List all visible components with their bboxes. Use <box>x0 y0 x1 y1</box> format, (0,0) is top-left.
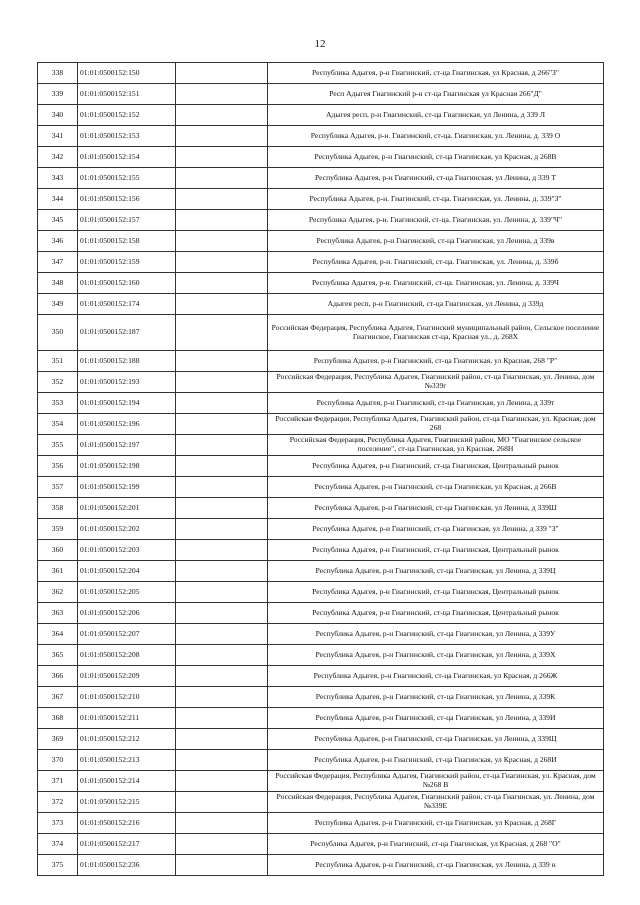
row-number: 347 <box>38 252 78 273</box>
table-row <box>38 294 604 315</box>
address: Российская Федерация, Республика Адыгея, Гиагинский район, ст-ца Гиагинская, ул. Красная, дом №268 В <box>268 771 604 792</box>
cadastral-number: 01:01:0500152:188 <box>78 351 176 372</box>
address: Республика Адыгея, р-н Гиагинский, ст-ца Гиагинская, ул Ленина, д 339Щ <box>268 729 604 750</box>
cadastral-number: 01:01:0500152:217 <box>78 834 176 855</box>
row-number: 354 <box>38 414 78 435</box>
address: Респ Адыгея Гиагинский р-н ст-ца Гиагинская ул Красная 266"Д" <box>268 84 604 105</box>
row-number: 351 <box>38 351 78 372</box>
row-number: 339 <box>38 84 78 105</box>
address: Республика Адыгея, р-н Гиагинский, ст-ца Гиагинская, Центральный рынок <box>268 540 604 561</box>
empty-cell <box>176 855 268 876</box>
cadastral-number: 01:01:0500152:174 <box>78 294 176 315</box>
row-number: 341 <box>38 126 78 147</box>
cadastral-number: 01:01:0500152:236 <box>78 855 176 876</box>
cadastral-number: 01:01:0500152:207 <box>78 624 176 645</box>
row-number: 368 <box>38 708 78 729</box>
table-row <box>38 498 604 519</box>
empty-cell <box>176 561 268 582</box>
empty-cell <box>176 273 268 294</box>
empty-cell <box>176 834 268 855</box>
cadastral-number: 01:01:0500152:210 <box>78 687 176 708</box>
row-number: 345 <box>38 210 78 231</box>
table-row <box>38 477 604 498</box>
empty-cell <box>176 105 268 126</box>
row-number: 344 <box>38 189 78 210</box>
cadastral-number: 01:01:0500152:212 <box>78 729 176 750</box>
empty-cell <box>176 771 268 792</box>
address: Республика Адыгея, р-н Гиагинский, ст-ца Гиагинская, ул Красная, д 266"З" <box>268 63 604 84</box>
row-number: 359 <box>38 519 78 540</box>
address: Республика Адыгея, р-н Гиагинский, ст-ца Гиагинская, ул Красная, д 268Г <box>268 813 604 834</box>
address: Российская Федерация, Республика Адыгея, Гиагинский муниципальный район, Сельское поселение Гиагинское, Гиагинская ст-ца, Красная ул., д. 268Х <box>268 315 604 351</box>
table-row <box>38 189 604 210</box>
address: Республика Адыгея, р-н Гиагинский, ст-ца Гиагинская, ул Красная, д 268И <box>268 750 604 771</box>
address: Республика Адыгея, р-н Гиагинский, ст-ца Гиагинская, ул Ленина, д 339И <box>268 708 604 729</box>
empty-cell <box>176 231 268 252</box>
empty-cell <box>176 540 268 561</box>
empty-cell <box>176 315 268 351</box>
page-number: 12 <box>314 38 326 50</box>
cadastral-number: 01:01:0500152:206 <box>78 603 176 624</box>
address: Республика Адыгея, р-н Гиагинский, ст-ца Гиагинская, ул Ленина, д 339в <box>268 231 604 252</box>
row-number: 373 <box>38 813 78 834</box>
address: Республика Адыгея, р-н Гиагинский, ст-ца Гиагинская, Центральный рынок <box>268 456 604 477</box>
cadastral-number: 01:01:0500152:158 <box>78 231 176 252</box>
address: Республика Адыгея, р-н Гиагинский, ст-ца Гиагинская, ул Ленина, д 339Ш <box>268 498 604 519</box>
cadastral-number: 01:01:0500152:155 <box>78 168 176 189</box>
address: Республика Адыгея, р-н. Гиагинский, ст-ца. Гиагинская, ул. Ленина, д. 339"Ч" <box>268 210 604 231</box>
empty-cell <box>176 792 268 813</box>
address: Российская Федерация, Республика Адыгея, Гиагинский район, ст-ца Гиагинская, ул. Ленина, дом №339г <box>268 372 604 393</box>
address: Республика Адыгея, р-н Гиагинский, ст-ца Гиагинская, ул Ленина, д 339 "З" <box>268 519 604 540</box>
empty-cell <box>176 708 268 729</box>
table-row <box>38 252 604 273</box>
empty-cell <box>176 84 268 105</box>
row-number: 357 <box>38 477 78 498</box>
cadastral-number: 01:01:0500152:160 <box>78 273 176 294</box>
address: Республика Адыгея, р-н Гиагинский, ст-ца Гиагинская, ул Ленина, д 339 н <box>268 855 604 876</box>
empty-cell <box>176 294 268 315</box>
table-row <box>38 687 604 708</box>
row-number: 352 <box>38 372 78 393</box>
table-row <box>38 834 604 855</box>
address: Республика Адыгея, р-н. Гиагинский, ст-ца. Гиагинская, ул. Ленина, д. 339"З" <box>268 189 604 210</box>
empty-cell <box>176 687 268 708</box>
row-number: 362 <box>38 582 78 603</box>
table-row <box>38 624 604 645</box>
row-number: 371 <box>38 771 78 792</box>
address: Республика Адыгея, р-н Гиагинский, ст-ца Гиагинская, ул Красная, 268 "Р" <box>268 351 604 372</box>
row-number: 342 <box>38 147 78 168</box>
empty-cell <box>176 393 268 414</box>
cadastral-number: 01:01:0500152:154 <box>78 147 176 168</box>
cadastral-number: 01:01:0500152:197 <box>78 435 176 456</box>
cadastral-number: 01:01:0500152:194 <box>78 393 176 414</box>
row-number: 374 <box>38 834 78 855</box>
address: Республика Адыгея, р-н Гиагинский, ст-ца Гиагинская, ул Ленина, д 339 Т <box>268 168 604 189</box>
empty-cell <box>176 624 268 645</box>
table-row <box>38 315 604 351</box>
address: Российская Федерация, Республика Адыгея, Гиагинский район, ст-ца Гиагинская, ул. Ленина, дом №339Е <box>268 792 604 813</box>
table-row <box>38 666 604 687</box>
row-number: 367 <box>38 687 78 708</box>
table-row <box>38 273 604 294</box>
cadastral-number: 01:01:0500152:199 <box>78 477 176 498</box>
cadastral-number: 01:01:0500152:193 <box>78 372 176 393</box>
address: Республика Адыгея, р-н Гиагинский, ст-ца Гиагинская, ул Красная, д 268 "О" <box>268 834 604 855</box>
table-row <box>38 855 604 876</box>
row-number: 372 <box>38 792 78 813</box>
row-number: 370 <box>38 750 78 771</box>
empty-cell <box>176 351 268 372</box>
table-row <box>38 372 604 393</box>
address: Республика Адыгея, р-н Гиагинский, ст-ца Гиагинская, ул Ленина, д 339У <box>268 624 604 645</box>
cadastral-number: 01:01:0500152:213 <box>78 750 176 771</box>
table-row <box>38 210 604 231</box>
address: Республика Адыгея, р-н Гиагинский, ст-ца Гиагинская, ул Ленина, д 339Ц <box>268 561 604 582</box>
empty-cell <box>176 210 268 231</box>
empty-cell <box>176 126 268 147</box>
table-row <box>38 63 604 84</box>
row-number: 375 <box>38 855 78 876</box>
row-number: 369 <box>38 729 78 750</box>
table-row <box>38 645 604 666</box>
row-number: 356 <box>38 456 78 477</box>
table-body <box>38 63 604 876</box>
empty-cell <box>176 252 268 273</box>
row-number: 366 <box>38 666 78 687</box>
table-row <box>38 540 604 561</box>
cadastral-number: 01:01:0500152:187 <box>78 315 176 351</box>
address: Российская Федерация, Республика Адыгея, Гиагинский район, МО "Гиагинское сельское поселение", ст-ца Гиагинская, ул Красная, 268Н <box>268 435 604 456</box>
table-row <box>38 105 604 126</box>
row-number: 365 <box>38 645 78 666</box>
table-row <box>38 231 604 252</box>
address: Российская Федерация, Республика Адыгея, Гиагинский район, ст-ца Гиагинская, ул. Красная, дом 268 <box>268 414 604 435</box>
cadastral-number: 01:01:0500152:214 <box>78 771 176 792</box>
address: Республика Адыгея, р-н Гиагинский, ст-ца Гиагинская, ул Красная, д 266Ж <box>268 666 604 687</box>
table-row <box>38 456 604 477</box>
cadastral-number: 01:01:0500152:196 <box>78 414 176 435</box>
cadastral-number: 01:01:0500152:215 <box>78 792 176 813</box>
cadastral-number: 01:01:0500152:151 <box>78 84 176 105</box>
table-row <box>38 147 604 168</box>
empty-cell <box>176 456 268 477</box>
empty-cell <box>176 435 268 456</box>
row-number: 343 <box>38 168 78 189</box>
table-row <box>38 792 604 813</box>
cadastral-number: 01:01:0500152:209 <box>78 666 176 687</box>
cadastral-number: 01:01:0500152:152 <box>78 105 176 126</box>
address: Адыгея респ, р-н Гиагинский, ст-ца Гиагинская, ул Ленина, д 339д <box>268 294 604 315</box>
row-number: 361 <box>38 561 78 582</box>
address: Республика Адыгея, р-н. Гиагинский, ст-ца. Гиагинская, ул. Ленина, д. 339Ч <box>268 273 604 294</box>
table-row <box>38 168 604 189</box>
row-number: 350 <box>38 315 78 351</box>
row-number: 340 <box>38 105 78 126</box>
address: Республика Адыгея, р-н Гиагинский, ст-ца Гиагинская, Центральный рынок <box>268 603 604 624</box>
row-number: 348 <box>38 273 78 294</box>
row-number: 358 <box>38 498 78 519</box>
table-row <box>38 519 604 540</box>
table-row <box>38 813 604 834</box>
row-number: 353 <box>38 393 78 414</box>
table-row <box>38 729 604 750</box>
cadastral-number: 01:01:0500152:202 <box>78 519 176 540</box>
empty-cell <box>176 477 268 498</box>
table-row <box>38 561 604 582</box>
cadastral-number: 01:01:0500152:208 <box>78 645 176 666</box>
cadastral-number: 01:01:0500152:204 <box>78 561 176 582</box>
row-number: 363 <box>38 603 78 624</box>
cadastral-number: 01:01:0500152:201 <box>78 498 176 519</box>
empty-cell <box>176 666 268 687</box>
empty-cell <box>176 519 268 540</box>
cadastral-number: 01:01:0500152:150 <box>78 63 176 84</box>
cadastral-number: 01:01:0500152:216 <box>78 813 176 834</box>
cadastral-number: 01:01:0500152:159 <box>78 252 176 273</box>
address: Республика Адыгея, р-н Гиагинский, ст-ца Гиагинская, ул Красная, д 266В <box>268 477 604 498</box>
table-row <box>38 771 604 792</box>
cadastral-number: 01:01:0500152:156 <box>78 189 176 210</box>
row-number: 346 <box>38 231 78 252</box>
cadastral-number: 01:01:0500152:205 <box>78 582 176 603</box>
table-row <box>38 414 604 435</box>
row-number: 360 <box>38 540 78 561</box>
cadastral-number: 01:01:0500152:153 <box>78 126 176 147</box>
empty-cell <box>176 168 268 189</box>
table-row <box>38 84 604 105</box>
empty-cell <box>176 63 268 84</box>
table-row <box>38 393 604 414</box>
address: Республика Адыгея, р-н. Гиагинский, ст-ца. Гиагинская, ул. Ленина, д. 339 О <box>268 126 604 147</box>
table-row <box>38 351 604 372</box>
empty-cell <box>176 189 268 210</box>
table-row <box>38 126 604 147</box>
address: Республика Адыгея, р-н Гиагинский, ст-ца Гиагинская, ул Ленина, д 339Х <box>268 645 604 666</box>
address: Адыгея респ, р-н Гиагинский, ст-ца Гиагинская, ул Ленина, д 339 Л <box>268 105 604 126</box>
table-row <box>38 582 604 603</box>
empty-cell <box>176 498 268 519</box>
row-number: 349 <box>38 294 78 315</box>
address: Республика Адыгея, р-н Гиагинский, ст-ца Гиагинская, ул Ленина, д 339К <box>268 687 604 708</box>
empty-cell <box>176 813 268 834</box>
empty-cell <box>176 603 268 624</box>
cadastral-number: 01:01:0500152:198 <box>78 456 176 477</box>
address: Республика Адыгея, р-н. Гиагинский, ст-ца. Гиагинская, ул. Ленина, д. 339б <box>268 252 604 273</box>
address: Республика Адыгея, р-н Гиагинский, ст-ца Гиагинская, Центральный рынок <box>268 582 604 603</box>
row-number: 364 <box>38 624 78 645</box>
cadastral-number: 01:01:0500152:203 <box>78 540 176 561</box>
address: Республика Адыгея, р-н Гиагинский, ст-ца Гиагинская, ул Ленина, д 339т <box>268 393 604 414</box>
table-row <box>38 750 604 771</box>
address: Республика Адыгея, р-н Гиагинский, ст-ца Гиагинская, ул Красная, д 268В <box>268 147 604 168</box>
table-row <box>38 435 604 456</box>
cadastral-registry-table <box>37 62 604 876</box>
table-row <box>38 603 604 624</box>
row-number: 355 <box>38 435 78 456</box>
empty-cell <box>176 372 268 393</box>
cadastral-number: 01:01:0500152:211 <box>78 708 176 729</box>
empty-cell <box>176 147 268 168</box>
empty-cell <box>176 645 268 666</box>
empty-cell <box>176 582 268 603</box>
empty-cell <box>176 414 268 435</box>
empty-cell <box>176 750 268 771</box>
cadastral-number: 01:01:0500152:157 <box>78 210 176 231</box>
table-row <box>38 708 604 729</box>
empty-cell <box>176 729 268 750</box>
row-number: 338 <box>38 63 78 84</box>
